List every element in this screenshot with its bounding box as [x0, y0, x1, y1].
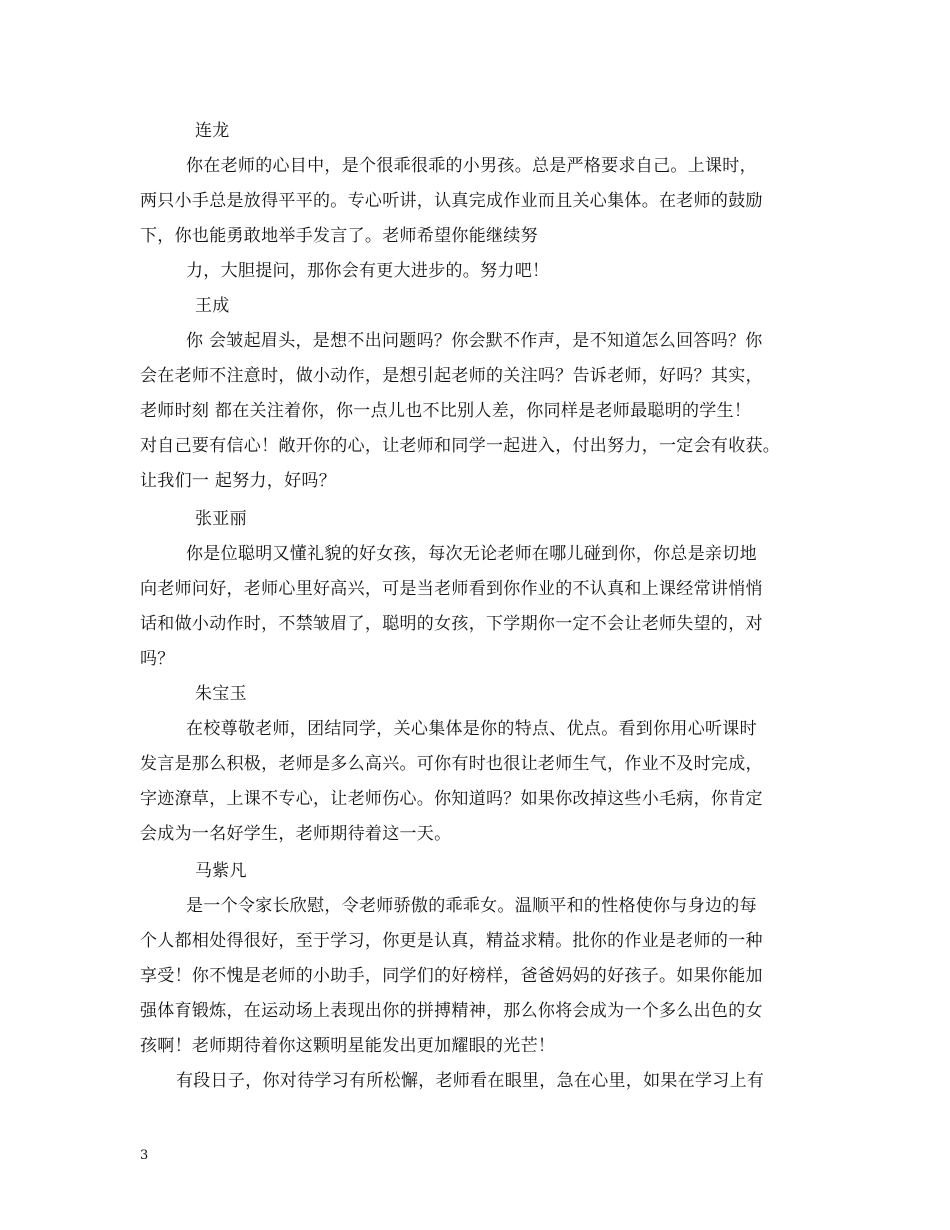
- paragraph-line: 孩啊！老师期待着你这颗明星能发出更加耀眼的光芒！: [140, 1036, 556, 1056]
- student-name-zhubaoyu: 朱宝玉: [195, 684, 247, 704]
- paragraph-line: 个人都相处得很好，至于学习，你更是认真，精益求精。批你的作业是老师的一种: [140, 931, 763, 951]
- paragraph-line: 是一个令家长欣慰，令老师骄傲的乖乖女。温顺平和的性格使你与身边的每: [186, 896, 757, 916]
- paragraph-line: 你 会皱起眉头，是想不出问题吗？你会默不作声，是不知道怎么回答吗？你: [186, 331, 763, 351]
- paragraph-line: 享受！你不愧是老师的小助手，同学们的好榜样，爸爸妈妈的好孩子。如果你能加: [140, 966, 763, 986]
- paragraph-line: 吗？: [140, 649, 175, 669]
- paragraph-line: 会在老师不注意时，做小动作，是想引起老师的关注吗？告诉老师，好吗？其实，: [140, 366, 763, 386]
- paragraph-line: 话和做小动作时，不禁皱眉了，聪明的女孩，下学期你一定不会让老师失望的，对: [140, 614, 763, 634]
- paragraph-line: 两只小手总是放得平平的。专心听讲，认真完成作业而且关心集体。在老师的鼓励: [140, 191, 763, 211]
- student-name-zhangyali: 张亚丽: [195, 509, 247, 529]
- student-name-maziifan: 马紫凡: [195, 861, 247, 881]
- paragraph-line: 对自己要有信心！敞开你的心，让老师和同学一起进入，付出努力，一定会有收获。: [140, 436, 781, 456]
- paragraph-line: 让我们一 起努力，好吗？: [140, 471, 337, 491]
- paragraph-line: 向老师问好，老师心里好高兴，可是当老师看到你作业的不认真和上课经常讲悄悄: [140, 579, 763, 599]
- paragraph-line: 你在老师的心目中，是个很乖很乖的小男孩。总是严格要求自己。上课时，: [186, 156, 757, 176]
- paragraph-line: 有段日子，你对待学习有所松懈，老师看在眼里，急在心里，如果在学习上有: [176, 1071, 765, 1091]
- page-number: 3: [140, 1148, 149, 1163]
- paragraph-line: 强体育锻炼，在运动场上表现出你的拼搏精神，那么你将会成为一个多么出色的女: [140, 1001, 763, 1021]
- paragraph-line: 下，你也能勇敢地举手发言了。老师希望你能继续努: [140, 226, 538, 246]
- paragraph-line: 力，大胆提问，那你会有更大进步的。努力吧！: [186, 261, 550, 281]
- paragraph-line: 在校尊敬老师，团结同学，关心集体是你的特点、优点。看到你用心听课时: [186, 719, 757, 739]
- paragraph-line: 发言是那么积极，老师是多么高兴。可你有时也很让老师生气，作业不及时完成，: [140, 754, 763, 774]
- paragraph-line: 老师时刻 都在关注着你，你一点儿也不比别人差，你同样是老师最聪明的学生！: [140, 401, 752, 421]
- student-name-lianlong: 连龙: [195, 121, 230, 141]
- student-name-wangcheng: 王成: [195, 296, 230, 316]
- paragraph-line: 字迹潦草，上课不专心，让老师伤心。你知道吗？如果你改掉这些小毛病，你肯定: [140, 789, 763, 809]
- paragraph-line: 会成为一名好学生，老师期待着这一天。: [140, 824, 452, 844]
- paragraph-line: 你是位聪明又懂礼貌的好女孩，每次无论老师在哪儿碰到你，你总是亲切地: [186, 544, 757, 564]
